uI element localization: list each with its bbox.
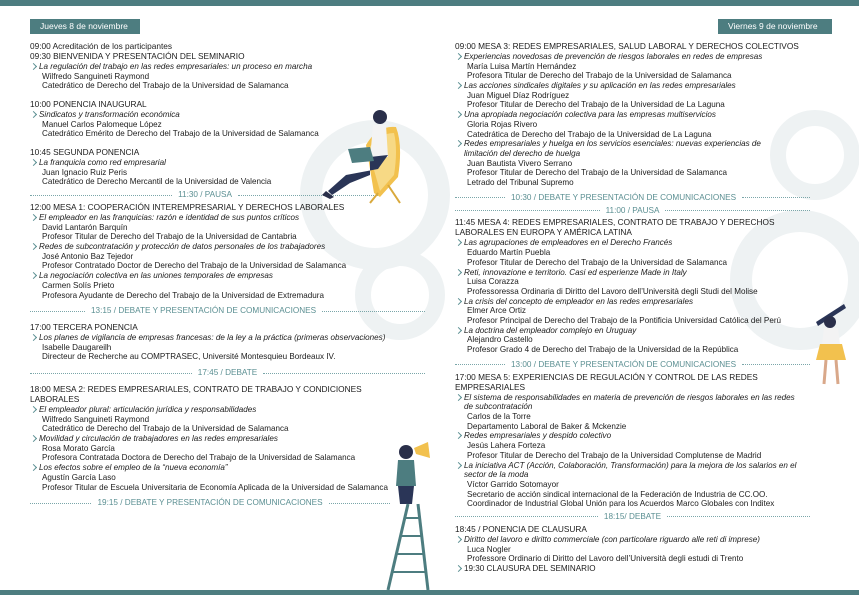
debate-separator	[455, 360, 810, 370]
talk-title: Los planes de vigilancia de empresas francesas: de la ley a la práctica (primeras observaciones)	[30, 333, 395, 343]
speaker-affiliation: Professoressa Ordinaria di Diritto del Lavoro dell’Università degli Studi del Molise	[467, 286, 758, 296]
speaker-affiliation: Catedrático de Derecho Mercantil de la Universidad de Valencia	[42, 177, 272, 187]
speaker-affiliation: Profesor Titular de Derecho del Trabajo de la Universidad de Salamanca	[467, 257, 728, 267]
speaker-affiliation: Departamento Laboral de Baker & Mckenzie	[467, 421, 627, 431]
talk-title: Diritto del lavoro e diritto commerciale (con particolare riguardo alle reti di imprese)	[455, 535, 810, 545]
talk-title: Redes empresariales y huelga en los servicios esenciales: nuevas experiencias de limitación del derecho de huelga	[455, 139, 790, 158]
event-line: 09:00 Acreditación de los participantes	[30, 41, 173, 51]
debate-separator	[455, 193, 810, 203]
speaker-affiliation: Profesor Titular de Escuela Universitaria de Economía Aplicada de la Universidad de Salamanca	[42, 482, 388, 492]
speaker-name: Víctor Garrido Sotomayor	[467, 479, 559, 489]
top-bar	[0, 0, 859, 6]
event-line: 17:00 MESA 5: EXPERIENCIAS DE REGULACIÓN Y CONTROL DE LAS REDES EMPRESARIALES	[455, 371, 758, 392]
speaker-name: Carmen Solís Prieto	[42, 280, 115, 290]
speaker-name: Elmer Arce Ortiz	[467, 306, 526, 316]
speaker-name: David Lantarón Barquín	[42, 222, 128, 232]
speaker-name: Agustín García Laso	[42, 472, 116, 482]
speaker-name: Manuel Carlos Palomeque López	[42, 119, 162, 129]
event-line: 09:00 MESA 3: REDES EMPRESARIALES, SALUD LABORAL Y DERECHOS COLECTIVOS	[455, 41, 799, 51]
talk-title: Las agrupaciones de empleadores en el Derecho Francés	[455, 238, 810, 248]
speaker-affiliation: Profesor Principal de Derecho del Trabajo de la Pontificia Universidad Católica del Perú	[467, 316, 782, 326]
speaker-affiliation: Catedrático Emérito de Derecho del Trabajo de la Universidad de Salamanca	[42, 129, 319, 139]
speaker-name: Juan Bautista Vivero Serrano	[467, 158, 573, 168]
talk-title: La doctrina del empleador complejo en Uruguay	[455, 326, 810, 336]
speaker-name: Luisa Corazza	[467, 277, 519, 287]
speaker-affiliation: Profesor Titular de Derecho del Trabajo de la Universidad Complutense de Madrid	[467, 450, 762, 460]
speaker-affiliation: Profesor Titular de Derecho del Trabajo de la Universidad de La Laguna	[467, 100, 725, 110]
break-separator	[455, 206, 810, 216]
debate-label: 13:15 / DEBATE Y PRESENTACIÓN DE COMUNICACIONES	[91, 306, 317, 316]
talk-title: La negociación colectiva en las uniones temporales de empresas	[30, 271, 425, 281]
speaker-affiliation: Catedrático de Derecho del Trabajo de la Universidad de Salamanca	[42, 81, 289, 91]
event-line: 11:45 MESA 4: REDES EMPRESARIALES, CONTRATO DE TRABAJO Y DERECHOS LABORALES EN EUROPA Y AMÉRICA LATINA	[455, 217, 775, 238]
talk-title: Las acciones sindicales digitales y su aplicación en las redes empresariales	[455, 81, 810, 91]
talk-title: El sistema de responsabilidades en materia de prevención de riesgos laborales en las redes de subcontratación	[455, 393, 800, 412]
speaker-name: Alejandro Castello	[467, 335, 533, 345]
talk-title: La franquicia como red empresarial	[30, 158, 425, 168]
debate-separator	[30, 368, 425, 378]
speaker-name: Juan Ignacio Ruiz Peris	[42, 167, 128, 177]
talk-title: Una apropiada negociación colectiva para las empresas multiservicios	[455, 110, 810, 120]
speaker-affiliation: Profesora Titular de Derecho del Trabajo de la Universidad de Salamanca	[467, 71, 732, 81]
talk-title: Redes de subcontratación y protección de datos personales de los trabajadores	[30, 242, 425, 252]
woman-laptop-illustration	[318, 105, 418, 205]
break-label: 11:30 / PAUSA	[178, 190, 232, 200]
man-ladder-megaphone-illustration	[378, 442, 438, 592]
speaker-affiliation: Profesor Titular de Derecho del Trabajo de la Universidad de Cantabria	[42, 232, 297, 242]
debate-label: 10:30 / DEBATE Y PRESENTACIÓN DE COMUNICACIONES	[511, 192, 737, 202]
woman-telescope-illustration	[810, 300, 855, 390]
talk-title: La regulación del trabajo en las redes empresariales: un proceso en marcha	[30, 62, 425, 72]
day-header-thursday: Jueves 8 de noviembre	[30, 19, 140, 34]
talk-title: Los efectos sobre el empleo de la “nueva economía”	[30, 463, 425, 473]
speaker-name: Rosa Morato García	[42, 443, 115, 453]
debate-label: 18:15/ DEBATE	[603, 512, 662, 522]
speaker-name: Juan Miguel Díaz Rodríguez	[467, 90, 570, 100]
speaker-affiliation: Professore Ordinario di Diritto del Lavoro dell’Università degli estudi di Trento	[467, 554, 744, 564]
talk-title: Sindicatos y transformación económica	[30, 110, 425, 120]
speaker-affiliation: Catedrático de Derecho del Trabajo de la Universidad de Salamanca	[42, 424, 289, 434]
speaker-name: Wilfredo Sanguineti Raymond	[42, 414, 150, 424]
talk-title: Redes empresariales y despido colectivo	[455, 431, 810, 441]
debate-separator	[455, 512, 810, 522]
event-line: 17:00 TERCERA PONENCIA	[30, 322, 138, 333]
speaker-name: José Antonio Baz Tejedor	[42, 251, 134, 261]
event-line: 18:00 MESA 2: REDES EMPRESARIALES, CONTRATO DE TRABAJO Y CONDICIONES LABORALES	[30, 384, 362, 404]
talk-title: Movilidad y circulación de trabajadores en las redes empresariales	[30, 434, 425, 444]
speaker-affiliation: Letrado del Tribunal Supremo	[467, 178, 574, 188]
friday-program	[455, 42, 810, 574]
speaker-affiliation: Profesor Grado 4 de Derecho del Trabajo de la Universidad de la República	[467, 345, 739, 355]
event-line: 12:00 MESA 1: COOPERACIÓN INTEREMPRESARIAL Y DERECHOS LABORALES	[30, 201, 345, 212]
speaker-name: Gloria Rojas Rivero	[467, 119, 538, 129]
speaker-affiliation: Catedrática de Derecho del Trabajo de la Universidad de La Laguna	[467, 129, 712, 139]
talk-title: El empleador plural: articulación jurídica y responsabilidades	[30, 405, 425, 415]
speaker-affiliation: Secretario de acción sindical internacional de la Federación de Industria de CC.OO.	[467, 489, 768, 499]
speaker-affiliation: Profesor Contratado Doctor de Derecho del Trabajo de la Universidad de Salamanca	[42, 261, 347, 271]
speaker-affiliation: Coordinador de Industrial Global Unión para los Acuerdos Marco Globales con Inditex	[467, 499, 775, 509]
talk-title: El empleador en las franquicias: razón e identidad de sus puntos críticos	[30, 213, 425, 223]
talk-title: Reti, innovazione e territorio. Casi ed esperienze Made in Italy	[455, 268, 810, 278]
debate-separator	[30, 498, 390, 508]
speaker-name: Wilfredo Sanguineti Raymond	[42, 71, 150, 81]
debate-label: 17:45 / DEBATE	[197, 368, 258, 378]
talk-title: La crisis del concepto de empleador en las redes empresariales	[455, 297, 810, 307]
speaker-affiliation: Directeur de Recherche au COMPTRASEC, Université Montesquieu Bordeaux IV.	[42, 352, 336, 362]
event-line: 09:30 BIENVENIDA Y PRESENTACIÓN DEL SEMINARIO	[30, 50, 245, 61]
talk-title: Experiencias novedosas de prevención de riesgos laborales en redes de empresas	[455, 52, 810, 62]
debate-label: 13:00 / DEBATE Y PRESENTACIÓN DE COMUNICACIONES	[511, 359, 737, 369]
event-line: 18:45 / PONENCIA DE CLAUSURA	[455, 523, 587, 534]
closing-line: 19:30 CLAUSURA DEL SEMINARIO	[455, 564, 810, 574]
speaker-name: Eduardo Martín Puebla	[467, 248, 551, 258]
debate-label: 19:15 / DEBATE Y PRESENTACIÓN DE COMUNICACIONES	[97, 498, 323, 508]
talk-title: La iniciativa ACT (Acción, Colaboración, Transformación) para la mejora de los salarios en el sector de la moda	[455, 461, 810, 480]
speaker-name: Jesús Lahera Forteza	[467, 441, 546, 451]
event-line: 10:00 PONENCIA INAUGURAL	[30, 99, 147, 110]
break-label: 11:00 / PAUSA	[605, 205, 660, 215]
speaker-name: Luca Nogler	[467, 544, 511, 554]
speaker-name: Isabelle Daugareilh	[42, 342, 112, 352]
speaker-affiliation: Profesora Contratada Doctora de Derecho del Trabajo de la Universidad de Salamanca	[42, 453, 356, 463]
speaker-name: María Luisa Martín Hernández	[467, 61, 577, 71]
day-header-friday: Viernes 9 de noviembre	[718, 19, 832, 34]
debate-separator	[30, 306, 425, 316]
event-line: 10:45 SEGUNDA PONENCIA	[30, 147, 140, 158]
speaker-name: Carlos de la Torre	[467, 411, 531, 421]
speaker-affiliation: Profesor Titular de Derecho del Trabajo de la Universidad de Salamanca	[467, 168, 728, 178]
speaker-affiliation: Profesora Ayudante de Derecho del Trabajo de la Universidad de Extremadura	[42, 290, 324, 300]
